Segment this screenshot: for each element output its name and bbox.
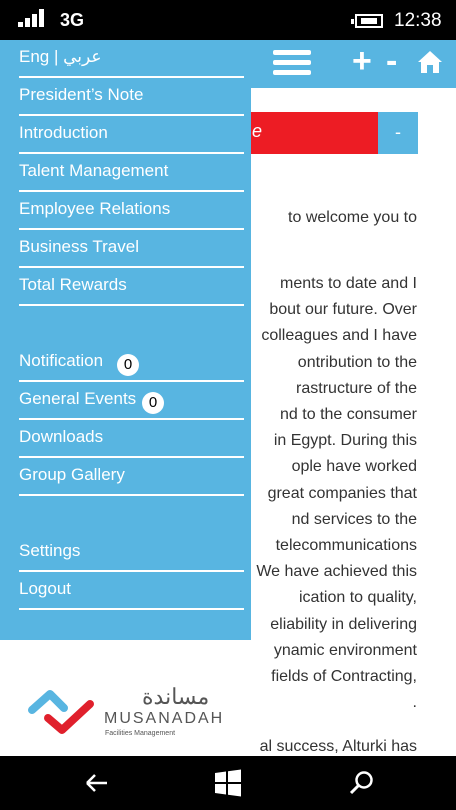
menu-item-general-events[interactable] <box>19 382 244 420</box>
menu-item-label: Total Rewards <box>19 275 127 294</box>
menu-item-label: Employee Relations <box>19 199 171 218</box>
hamburger-menu-icon[interactable] <box>273 50 311 76</box>
side-menu <box>0 40 251 640</box>
logo-name: MUSANADAH <box>104 710 225 727</box>
menu-item-label: Notification <box>19 351 104 370</box>
menu-item-total-rewards[interactable] <box>19 268 244 306</box>
menu-item-notification[interactable] <box>19 344 244 382</box>
menu-item-label: General Events <box>19 389 137 408</box>
language-label: Eng | عربي <box>19 47 102 66</box>
menu-item-logout[interactable] <box>19 572 244 610</box>
menu-item-label: Group Gallery <box>19 465 125 484</box>
home-icon[interactable] <box>418 50 442 74</box>
menu-item-presidents-note[interactable] <box>19 78 244 116</box>
menu-item-employee-relations[interactable] <box>19 192 244 230</box>
menu-item-group-gallery[interactable] <box>19 458 244 496</box>
menu-item-label: Logout <box>19 579 71 598</box>
section-title-bar <box>248 112 378 154</box>
zoom-out-button[interactable]: - <box>386 42 398 80</box>
network-type: 3G <box>60 10 85 30</box>
menu-item-label: Settings <box>19 541 81 560</box>
menu-item-label: Introduction <box>19 123 108 142</box>
menu-item-label: Downloads <box>19 427 104 446</box>
section-title-text: e <box>252 121 263 141</box>
search-icon[interactable] <box>348 769 376 797</box>
battery-icon <box>355 14 383 28</box>
menu-item-talent-management[interactable] <box>19 154 244 192</box>
signal-icon <box>18 9 48 27</box>
system-nav-bar <box>0 756 456 810</box>
menu-item-settings[interactable] <box>19 534 244 572</box>
logo-subtitle: Facilities Management <box>105 730 176 737</box>
windows-start-icon[interactable] <box>214 769 242 797</box>
language-toggle[interactable] <box>19 40 244 78</box>
menu-item-downloads[interactable] <box>19 420 244 458</box>
zoom-in-button[interactable]: + <box>352 42 372 80</box>
menu-item-business-travel[interactable] <box>19 230 244 268</box>
menu-item-label: Talent Management <box>19 161 169 180</box>
paragraph-3: al success, Alturki has <box>259 738 417 755</box>
paragraph-2: ments to date and I bout our future. Over colleagues and I have ontribution to the rastructure of the nd to the consumer in Egypt. During this ople have worked great companies that nd services to the telecommunications We have achieved this ication to quality, eliability in delivering ynamic environment fields of Contracting, . <box>256 275 417 712</box>
paragraph-1: to welcome you to <box>288 209 417 226</box>
menu-item-label: President’s Note <box>19 85 144 104</box>
status-bar <box>0 0 456 40</box>
logo-mark-icon <box>28 688 98 738</box>
company-logo <box>28 684 238 744</box>
menu-item-introduction[interactable] <box>19 116 244 154</box>
logo-arabic-text: مساندة <box>142 684 210 709</box>
menu-item-label: Business Travel <box>19 237 139 256</box>
back-icon[interactable] <box>83 769 111 797</box>
events-count-badge: 0 <box>142 392 164 414</box>
notification-count-badge: 0 <box>117 354 139 376</box>
collapse-button[interactable]: - <box>378 112 418 154</box>
clock: 12:38 <box>394 10 442 31</box>
